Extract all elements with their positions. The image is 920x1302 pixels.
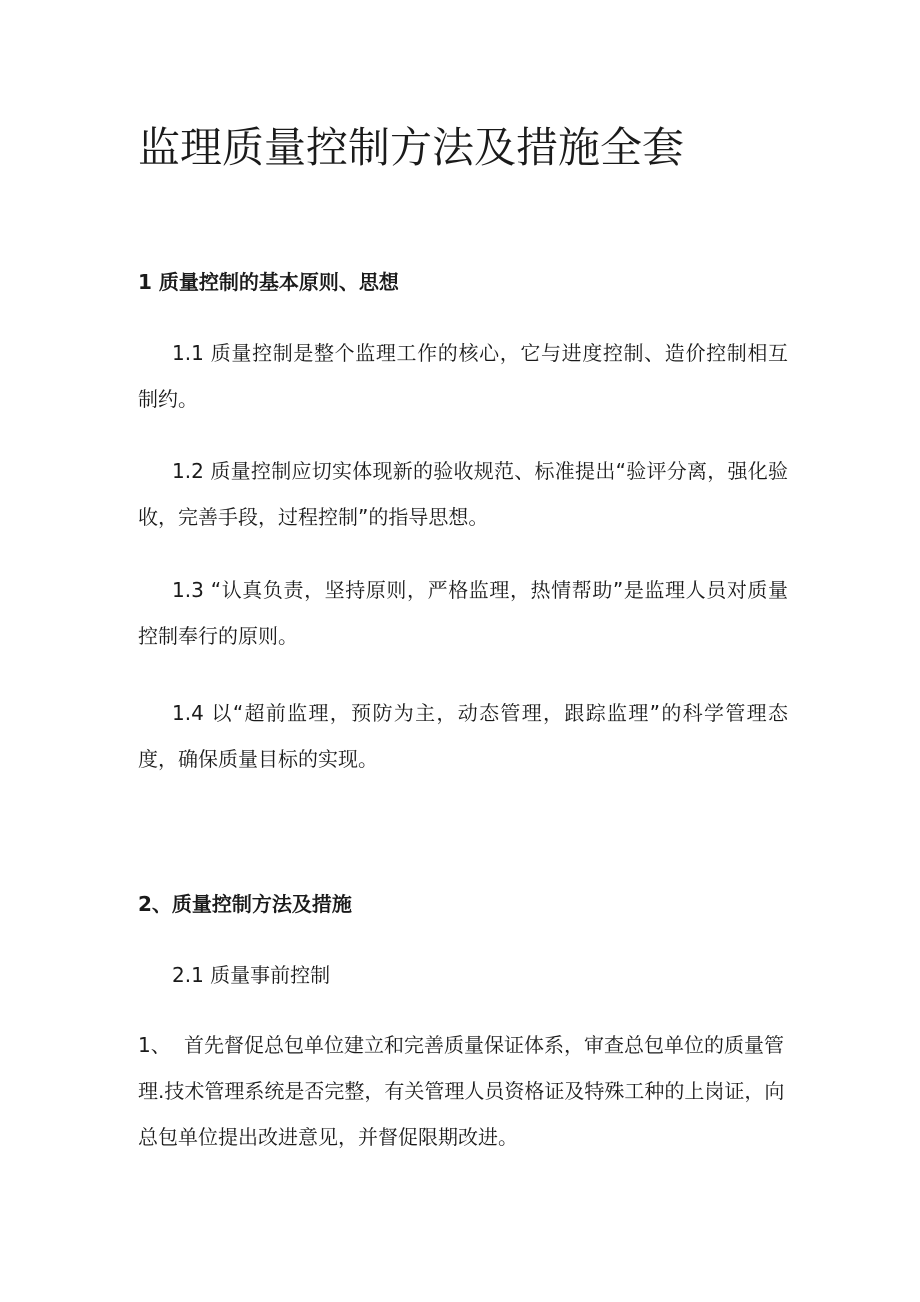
paragraph-1-4-text: 1.4 以“超前监理，预防为主，动态管理，跟踪监理”的科学管理态度，确保质量目标的实现。 [138, 701, 788, 771]
paragraph-1-4 [138, 690, 788, 782]
list-item-number: 1、 [138, 1033, 171, 1057]
subsection-2-1-heading: 2.1 质量事前控制 [172, 963, 331, 987]
paragraph-1-3-text: 1.3 “认真负责，坚持原则，严格监理，热情帮助”是监理人员对质量控制奉行的原则。 [138, 578, 788, 648]
section-1-heading: 1 质量控制的基本原则、思想 [138, 270, 399, 294]
paragraph-1-3 [138, 567, 788, 659]
section-2-heading: 2、质量控制方法及措施 [138, 892, 352, 916]
list-item-text: 首先督促总包单位建立和完善质量保证体系，审查总包单位的质量管理.技术管理系统是否完整，有关管理人员资格证及特殊工种的上岗证，向总包单位提出改进意见，并督促限期改进。 [138, 1033, 785, 1149]
list-item [138, 1022, 788, 1160]
paragraph-1-1-text: 1.1 质量控制是整个监理工作的核心，它与进度控制、造价控制相互制约。 [138, 341, 788, 411]
paragraph-1-2-text: 1.2 质量控制应切实体现新的验收规范、标准提出“验评分离，强化验收，完善手段，过程控制”的指导思想。 [138, 459, 788, 529]
paragraph-1-2 [138, 448, 788, 540]
document-title: 监理质量控制方法及措施全套 [138, 123, 685, 172]
paragraph-1-1 [138, 330, 788, 422]
